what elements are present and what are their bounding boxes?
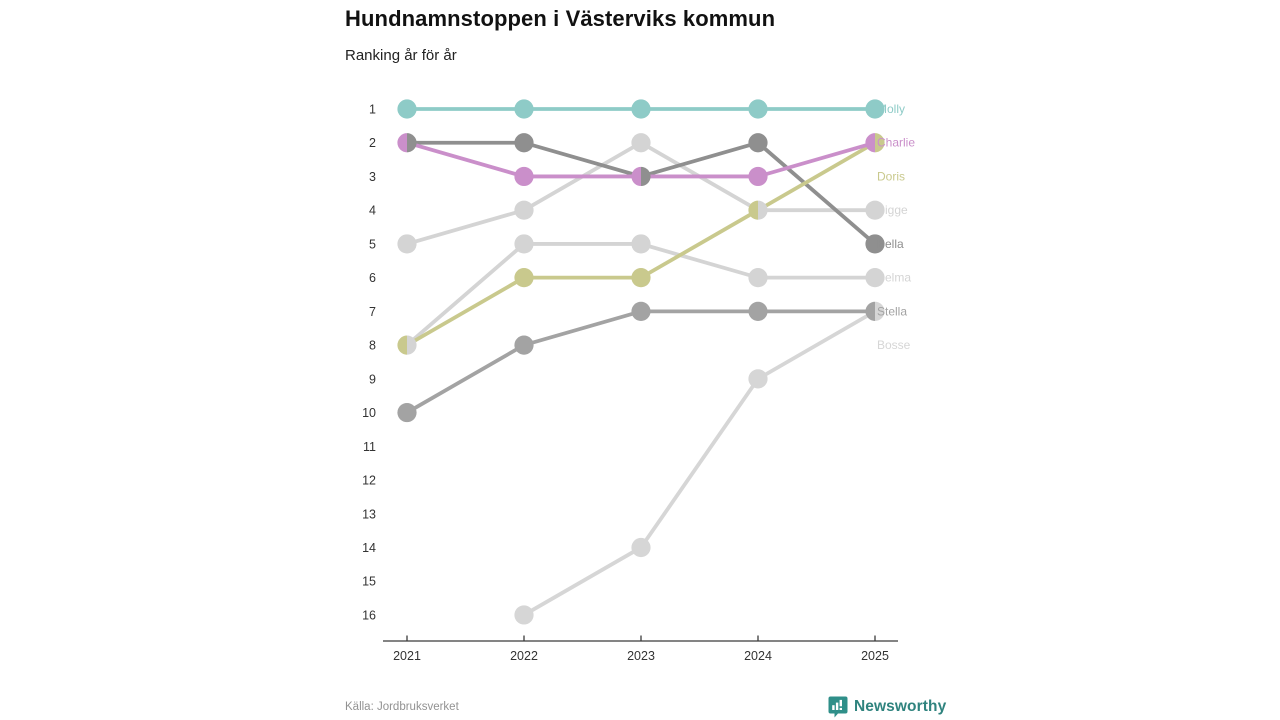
data-point-stella-2021 (397, 403, 416, 422)
series-line-selma (407, 244, 875, 345)
y-tick-label-5: 5 (369, 237, 376, 252)
y-tick-label-13: 13 (362, 507, 376, 522)
x-tick-label-2023: 2023 (627, 649, 655, 663)
newsworthy-logo-icon (828, 696, 848, 718)
series-label-doris: Doris (877, 169, 906, 184)
series-line-bosse (524, 311, 875, 615)
y-tick-label-8: 8 (369, 338, 376, 353)
data-point-stella-2023 (631, 302, 650, 321)
data-point-charlie-2021 (397, 133, 407, 152)
data-point-molly-2021 (397, 99, 416, 118)
data-point-molly-2023 (631, 99, 650, 118)
series-label-molly: Molly (877, 102, 906, 116)
data-point-molly-2024 (748, 99, 767, 118)
data-point-sigge-2021 (397, 234, 416, 253)
x-tick-label-2025: 2025 (861, 649, 889, 663)
y-tick-label-6: 6 (369, 271, 376, 286)
y-tick-label-3: 3 (369, 169, 376, 184)
data-point-selma-2023 (631, 234, 650, 253)
data-point-stella-2022 (514, 336, 533, 355)
data-point-sigge-2022 (514, 201, 533, 220)
series-label-stella: Stella (877, 304, 908, 319)
x-tick-label-2022: 2022 (510, 649, 538, 663)
y-tick-label-16: 16 (362, 608, 376, 623)
data-point-bosse-2023 (631, 538, 650, 557)
data-point-charlie-2024 (748, 167, 767, 186)
brand-name: Newsworthy (854, 698, 947, 715)
data-point-charlie-2022 (514, 167, 533, 186)
series-label-bella: Bella (877, 236, 904, 251)
y-tick-label-15: 15 (362, 574, 376, 589)
y-tick-label-11: 11 (363, 439, 376, 454)
series-label-selma: Selma (877, 270, 912, 285)
data-point-bella-2023 (641, 167, 651, 186)
data-point-selma-2024 (748, 268, 767, 287)
chart-title: Hundnamnstoppen i Västerviks kommun (345, 6, 776, 31)
y-tick-label-2: 2 (369, 136, 376, 151)
chart-subtitle: Ranking år för år (345, 47, 457, 64)
x-tick-label-2024: 2024 (744, 649, 772, 663)
series-label-charlie: Charlie (877, 135, 916, 150)
y-tick-label-1: 1 (369, 102, 376, 117)
brand-footer (828, 696, 946, 718)
data-point-selma-2022 (514, 234, 533, 253)
y-tick-label-7: 7 (369, 304, 376, 319)
series-label-bosse: Bosse (877, 338, 911, 353)
series-line-stella (407, 311, 875, 412)
y-tick-label-4: 4 (369, 203, 376, 218)
y-tick-label-9: 9 (369, 372, 376, 387)
series-label-sigge: Sigge (877, 203, 908, 218)
series-line-sigge (407, 143, 875, 244)
source-note: Källa: Jordbruksverket (345, 701, 459, 713)
data-point-doris-2021 (397, 336, 407, 355)
data-point-stella-2024 (748, 302, 767, 321)
y-tick-label-12: 12 (362, 473, 376, 488)
y-tick-label-10: 10 (362, 406, 376, 421)
data-point-doris-2022 (514, 268, 533, 287)
data-point-bella-2022 (514, 133, 533, 152)
data-point-bosse-2022 (514, 605, 533, 624)
data-point-doris-2023 (631, 268, 650, 287)
series-line-bella (407, 143, 875, 244)
y-tick-label-14: 14 (362, 540, 376, 555)
x-tick-label-2021: 2021 (393, 649, 421, 663)
data-point-bella-2021 (407, 133, 417, 152)
data-point-bosse-2024 (748, 369, 767, 388)
data-point-charlie-2023 (631, 167, 641, 186)
data-point-sigge-2023 (631, 133, 650, 152)
data-point-bella-2024 (748, 133, 767, 152)
data-point-molly-2022 (514, 99, 533, 118)
